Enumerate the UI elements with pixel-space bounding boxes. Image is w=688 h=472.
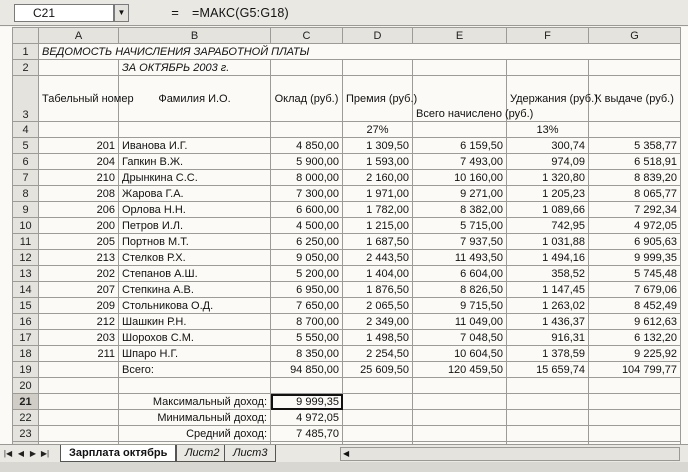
cell-payout[interactable]: 6 132,20 bbox=[589, 330, 681, 346]
cell-salary[interactable]: 8 000,00 bbox=[271, 170, 343, 186]
cell-bonus[interactable]: 1 309,50 bbox=[343, 138, 413, 154]
cell[interactable] bbox=[507, 410, 589, 426]
employee-rows bbox=[13, 138, 681, 362]
column-header-g[interactable]: G bbox=[589, 28, 681, 44]
row-header[interactable]: 1 bbox=[13, 44, 39, 60]
table-row bbox=[13, 314, 681, 330]
cell-total[interactable]: 11 049,00 bbox=[413, 314, 507, 330]
cell-payout[interactable]: 9 999,35 bbox=[589, 250, 681, 266]
cell-tab-number[interactable]: 203 bbox=[39, 330, 119, 346]
row-header[interactable]: 20 bbox=[13, 378, 39, 394]
cell-name[interactable]: Иванова И.Г. bbox=[119, 138, 271, 154]
row-header[interactable]: 19 bbox=[13, 362, 39, 378]
cell-tab-number[interactable]: 202 bbox=[39, 266, 119, 282]
row-header[interactable]: 14 bbox=[13, 282, 39, 298]
cell[interactable] bbox=[589, 394, 681, 410]
cell[interactable] bbox=[589, 122, 681, 138]
cell-deductions[interactable]: 358,52 bbox=[507, 266, 589, 282]
cell-deductions[interactable]: 1 263,02 bbox=[507, 298, 589, 314]
cell-total[interactable]: 7 048,50 bbox=[413, 330, 507, 346]
row-header[interactable]: 16 bbox=[13, 314, 39, 330]
total-deductions[interactable]: 15 659,74 bbox=[507, 362, 589, 378]
cell-bonus[interactable]: 1 971,00 bbox=[343, 186, 413, 202]
sheet-subtitle[interactable]: ЗА ОКТЯБРЬ 2003 г. bbox=[119, 60, 271, 76]
prev-sheet-icon[interactable]: ◀ bbox=[17, 449, 25, 458]
cell-name[interactable]: Стелков Р.Х. bbox=[119, 250, 271, 266]
summary-min-label[interactable]: Минимальный доход: bbox=[119, 410, 271, 426]
cell[interactable] bbox=[413, 60, 507, 76]
cell-salary[interactable]: 4 500,00 bbox=[271, 218, 343, 234]
column-header-f[interactable]: F bbox=[507, 28, 589, 44]
cell-tab-number[interactable]: 209 bbox=[39, 298, 119, 314]
sheet-title[interactable]: ВЕДОМОСТЬ НАЧИСЛЕНИЯ ЗАРАБОТНОЙ ПЛАТЫ bbox=[39, 44, 681, 60]
cell[interactable] bbox=[343, 394, 413, 410]
cell[interactable] bbox=[39, 122, 119, 138]
cell-tab-number[interactable]: 200 bbox=[39, 218, 119, 234]
cell-total[interactable]: 6 604,00 bbox=[413, 266, 507, 282]
cell[interactable] bbox=[589, 426, 681, 442]
row-header[interactable]: 17 bbox=[13, 330, 39, 346]
name-box-dropdown-icon[interactable]: ▼ bbox=[114, 4, 129, 22]
window-bottom-edge bbox=[0, 462, 688, 472]
row-header[interactable]: 23 bbox=[13, 426, 39, 442]
cell-name[interactable]: Степкина А.В. bbox=[119, 282, 271, 298]
cell-salary[interactable]: 6 250,00 bbox=[271, 234, 343, 250]
cell-tab-number[interactable]: 212 bbox=[39, 314, 119, 330]
cell-bonus[interactable]: 1 876,50 bbox=[343, 282, 413, 298]
header-bonus[interactable]: Премия (руб.) bbox=[343, 76, 413, 122]
column-header-d[interactable]: D bbox=[343, 28, 413, 44]
cell-deductions[interactable]: 1 378,59 bbox=[507, 346, 589, 362]
cell[interactable] bbox=[413, 426, 507, 442]
cell[interactable] bbox=[119, 122, 271, 138]
last-sheet-icon[interactable]: ▶| bbox=[40, 449, 50, 458]
table-row bbox=[13, 282, 681, 298]
horizontal-scrollbar[interactable] bbox=[340, 447, 680, 461]
cell-total[interactable]: 5 715,00 bbox=[413, 218, 507, 234]
header-payout[interactable]: К выдаче (руб.) bbox=[589, 76, 681, 122]
cell-name[interactable]: Дрынкина С.С. bbox=[119, 170, 271, 186]
cell-salary[interactable]: 5 550,00 bbox=[271, 330, 343, 346]
column-header-b[interactable]: B bbox=[119, 28, 271, 44]
cell[interactable] bbox=[413, 122, 507, 138]
cell-deductions[interactable]: 1 089,66 bbox=[507, 202, 589, 218]
cell-bonus[interactable]: 2 254,50 bbox=[343, 346, 413, 362]
cell[interactable] bbox=[589, 60, 681, 76]
row-header[interactable]: 11 bbox=[13, 234, 39, 250]
row-header[interactable]: 7 bbox=[13, 170, 39, 186]
cell-name[interactable]: Шашкин Р.Н. bbox=[119, 314, 271, 330]
cell-deductions[interactable]: 300,74 bbox=[507, 138, 589, 154]
cell[interactable] bbox=[343, 410, 413, 426]
total-accrued[interactable]: 120 459,50 bbox=[413, 362, 507, 378]
cell-payout[interactable]: 9 225,92 bbox=[589, 346, 681, 362]
cell[interactable] bbox=[507, 378, 589, 394]
table-row bbox=[13, 250, 681, 266]
row-header[interactable]: 6 bbox=[13, 154, 39, 170]
cell[interactable] bbox=[39, 362, 119, 378]
cell-total[interactable]: 9 715,50 bbox=[413, 298, 507, 314]
cell-bonus[interactable]: 2 349,00 bbox=[343, 314, 413, 330]
worksheet[interactable] bbox=[0, 27, 688, 444]
cell[interactable] bbox=[413, 410, 507, 426]
row-header[interactable]: 9 bbox=[13, 202, 39, 218]
summary-min-value[interactable]: 4 972,05 bbox=[271, 410, 343, 426]
cell-bonus[interactable]: 1 687,50 bbox=[343, 234, 413, 250]
name-box[interactable]: C21 bbox=[14, 4, 114, 22]
cell-name[interactable]: Гапкин В.Ж. bbox=[119, 154, 271, 170]
cell-tab-number[interactable]: 213 bbox=[39, 250, 119, 266]
cell-name[interactable]: Степанов А.Ш. bbox=[119, 266, 271, 282]
cell-payout[interactable]: 6 518,91 bbox=[589, 154, 681, 170]
cell-total[interactable]: 6 159,50 bbox=[413, 138, 507, 154]
cell-salary[interactable]: 7 300,00 bbox=[271, 186, 343, 202]
cell[interactable] bbox=[39, 378, 119, 394]
select-all-corner[interactable] bbox=[13, 28, 39, 44]
cell-payout[interactable]: 8 065,77 bbox=[589, 186, 681, 202]
cell[interactable] bbox=[589, 378, 681, 394]
cell-total[interactable]: 10 604,50 bbox=[413, 346, 507, 362]
cell-deductions[interactable]: 1 147,45 bbox=[507, 282, 589, 298]
cell-tab-number[interactable]: 211 bbox=[39, 346, 119, 362]
cell-total[interactable]: 7 937,50 bbox=[413, 234, 507, 250]
cell-deductions[interactable]: 916,31 bbox=[507, 330, 589, 346]
summary-avg-label[interactable]: Средний доход: bbox=[119, 426, 271, 442]
scroll-left-icon[interactable]: ◀ bbox=[343, 449, 350, 458]
header-name[interactable]: Фамилия И.О. bbox=[119, 76, 271, 122]
cell-bonus[interactable]: 2 443,50 bbox=[343, 250, 413, 266]
cell[interactable] bbox=[343, 378, 413, 394]
column-header-e[interactable]: E bbox=[413, 28, 507, 44]
cell-payout[interactable]: 5 358,77 bbox=[589, 138, 681, 154]
cell-bonus[interactable]: 1 782,00 bbox=[343, 202, 413, 218]
sheet-grid bbox=[12, 27, 681, 458]
cell-bonus[interactable]: 1 215,00 bbox=[343, 218, 413, 234]
table-row bbox=[13, 186, 681, 202]
cell[interactable] bbox=[507, 394, 589, 410]
table-row bbox=[13, 298, 681, 314]
cell-deductions[interactable]: 1 205,23 bbox=[507, 186, 589, 202]
table-row bbox=[13, 330, 681, 346]
total-salary[interactable]: 94 850,00 bbox=[271, 362, 343, 378]
cell-name[interactable]: Жарова Г.А. bbox=[119, 186, 271, 202]
row-header[interactable]: 18 bbox=[13, 346, 39, 362]
cell-tab-number[interactable]: 201 bbox=[39, 138, 119, 154]
summary-max-label[interactable]: Максимальный доход: bbox=[119, 394, 271, 410]
header-deductions[interactable]: Удержания (руб.) bbox=[507, 76, 589, 122]
total-bonus[interactable]: 25 609,50 bbox=[343, 362, 413, 378]
cell[interactable] bbox=[39, 394, 119, 410]
cell[interactable] bbox=[271, 378, 343, 394]
cell-deductions[interactable]: 1 320,80 bbox=[507, 170, 589, 186]
column-header-row bbox=[13, 28, 681, 44]
cell-payout[interactable]: 6 905,63 bbox=[589, 234, 681, 250]
formula-equals-sign: = bbox=[171, 5, 179, 20]
cell[interactable] bbox=[119, 378, 271, 394]
column-header-c[interactable]: C bbox=[271, 28, 343, 44]
column-header-a[interactable]: A bbox=[39, 28, 119, 44]
cell-deductions[interactable]: 974,09 bbox=[507, 154, 589, 170]
cell-total[interactable]: 8 382,00 bbox=[413, 202, 507, 218]
table-row bbox=[13, 218, 681, 234]
cell-bonus[interactable]: 1 498,50 bbox=[343, 330, 413, 346]
cell-payout[interactable]: 7 292,34 bbox=[589, 202, 681, 218]
cell-name[interactable]: Петров И.Л. bbox=[119, 218, 271, 234]
sheet-tab-bar bbox=[0, 444, 688, 462]
cell-total[interactable]: 7 493,00 bbox=[413, 154, 507, 170]
cell-salary[interactable]: 6 950,00 bbox=[271, 282, 343, 298]
cell[interactable] bbox=[39, 410, 119, 426]
cell-bonus[interactable]: 2 065,50 bbox=[343, 298, 413, 314]
cell-salary[interactable]: 4 850,00 bbox=[271, 138, 343, 154]
tab-list3[interactable]: Лист3 bbox=[224, 445, 276, 462]
cell-bonus[interactable]: 1 404,00 bbox=[343, 266, 413, 282]
cell-name[interactable]: Стольникова О.Д. bbox=[119, 298, 271, 314]
cell-payout[interactable]: 9 612,63 bbox=[589, 314, 681, 330]
tab-list2[interactable]: Лист2 bbox=[176, 445, 228, 462]
cell-salary[interactable]: 9 050,00 bbox=[271, 250, 343, 266]
next-sheet-icon[interactable]: ▶ bbox=[29, 449, 37, 458]
cell-salary[interactable]: 8 350,00 bbox=[271, 346, 343, 362]
cell[interactable] bbox=[271, 60, 343, 76]
table-row bbox=[13, 138, 681, 154]
cell-payout[interactable]: 8 839,20 bbox=[589, 170, 681, 186]
cell[interactable] bbox=[507, 426, 589, 442]
totals-label[interactable]: Всего: bbox=[119, 362, 271, 378]
row-header[interactable]: 13 bbox=[13, 266, 39, 282]
header-salary[interactable]: Оклад (руб.) bbox=[271, 76, 343, 122]
formula-bar bbox=[0, 0, 688, 26]
table-row bbox=[13, 154, 681, 170]
row-header[interactable]: 5 bbox=[13, 138, 39, 154]
row-header[interactable]: 10 bbox=[13, 218, 39, 234]
summary-max-value-active-cell[interactable]: 9 999,35 bbox=[271, 394, 343, 410]
cell-deductions[interactable]: 742,95 bbox=[507, 218, 589, 234]
cell-total[interactable]: 8 826,50 bbox=[413, 282, 507, 298]
cell-tab-number[interactable]: 206 bbox=[39, 202, 119, 218]
bonus-rate-cell[interactable]: 27% bbox=[343, 122, 413, 138]
cell-total[interactable]: 9 271,00 bbox=[413, 186, 507, 202]
cell-payout[interactable]: 4 972,05 bbox=[589, 218, 681, 234]
row-header[interactable]: 8 bbox=[13, 186, 39, 202]
cell[interactable] bbox=[589, 410, 681, 426]
cell-deductions[interactable]: 1 494,16 bbox=[507, 250, 589, 266]
cell-tab-number[interactable]: 205 bbox=[39, 234, 119, 250]
row-header[interactable]: 4 bbox=[13, 122, 39, 138]
cell-total[interactable]: 11 493,50 bbox=[413, 250, 507, 266]
cell-bonus[interactable]: 1 593,00 bbox=[343, 154, 413, 170]
cell-tab-number[interactable]: 210 bbox=[39, 170, 119, 186]
cell-name[interactable]: Шпаро Н.Г. bbox=[119, 346, 271, 362]
cell[interactable] bbox=[507, 60, 589, 76]
cell[interactable] bbox=[39, 60, 119, 76]
cell-bonus[interactable]: 2 160,00 bbox=[343, 170, 413, 186]
cell-salary[interactable]: 6 600,00 bbox=[271, 202, 343, 218]
deduction-rate-cell[interactable]: 13% bbox=[507, 122, 589, 138]
total-payout[interactable]: 104 799,77 bbox=[589, 362, 681, 378]
cell[interactable] bbox=[343, 426, 413, 442]
cell-tab-number[interactable]: 208 bbox=[39, 186, 119, 202]
row-header[interactable]: 15 bbox=[13, 298, 39, 314]
row-header[interactable]: 22 bbox=[13, 410, 39, 426]
table-row bbox=[13, 234, 681, 250]
cell-salary[interactable]: 5 900,00 bbox=[271, 154, 343, 170]
cell-salary[interactable]: 7 650,00 bbox=[271, 298, 343, 314]
cell-tab-number[interactable]: 204 bbox=[39, 154, 119, 170]
cell-deductions[interactable]: 1 436,37 bbox=[507, 314, 589, 330]
cell[interactable] bbox=[39, 426, 119, 442]
table-row bbox=[13, 266, 681, 282]
table-row bbox=[13, 202, 681, 218]
cell-total[interactable]: 10 160,00 bbox=[413, 170, 507, 186]
formula-input[interactable]: =МАКС(G5:G18) bbox=[192, 6, 289, 20]
header-total[interactable]: Всего начислено (руб.) bbox=[413, 76, 507, 122]
cell[interactable] bbox=[271, 122, 343, 138]
cell[interactable] bbox=[413, 378, 507, 394]
cell-name[interactable]: Орлова Н.Н. bbox=[119, 202, 271, 218]
table-row bbox=[13, 170, 681, 186]
first-sheet-icon[interactable]: |◀ bbox=[3, 449, 13, 458]
cell-salary[interactable]: 5 200,00 bbox=[271, 266, 343, 282]
row-header[interactable]: 3 bbox=[13, 76, 39, 122]
cell-tab-number[interactable]: 207 bbox=[39, 282, 119, 298]
summary-avg-value[interactable]: 7 485,70 bbox=[271, 426, 343, 442]
cell-salary[interactable]: 8 700,00 bbox=[271, 314, 343, 330]
cell-name[interactable]: Шорохов С.М. bbox=[119, 330, 271, 346]
row-header[interactable]: 2 bbox=[13, 60, 39, 76]
cell-payout[interactable]: 5 745,48 bbox=[589, 266, 681, 282]
cell-payout[interactable]: 7 679,06 bbox=[589, 282, 681, 298]
cell[interactable] bbox=[343, 60, 413, 76]
table-row bbox=[13, 346, 681, 362]
cell[interactable] bbox=[413, 394, 507, 410]
row-header[interactable]: 12 bbox=[13, 250, 39, 266]
cell-payout[interactable]: 8 452,49 bbox=[589, 298, 681, 314]
row-header-selected[interactable]: 21 bbox=[13, 394, 39, 410]
tab-zarplata-oktyabr[interactable]: Зарплата октябрь bbox=[60, 445, 176, 462]
cell-name[interactable]: Портнов М.Т. bbox=[119, 234, 271, 250]
header-tab-number[interactable]: Табельный номер bbox=[39, 76, 119, 122]
cell-deductions[interactable]: 1 031,88 bbox=[507, 234, 589, 250]
